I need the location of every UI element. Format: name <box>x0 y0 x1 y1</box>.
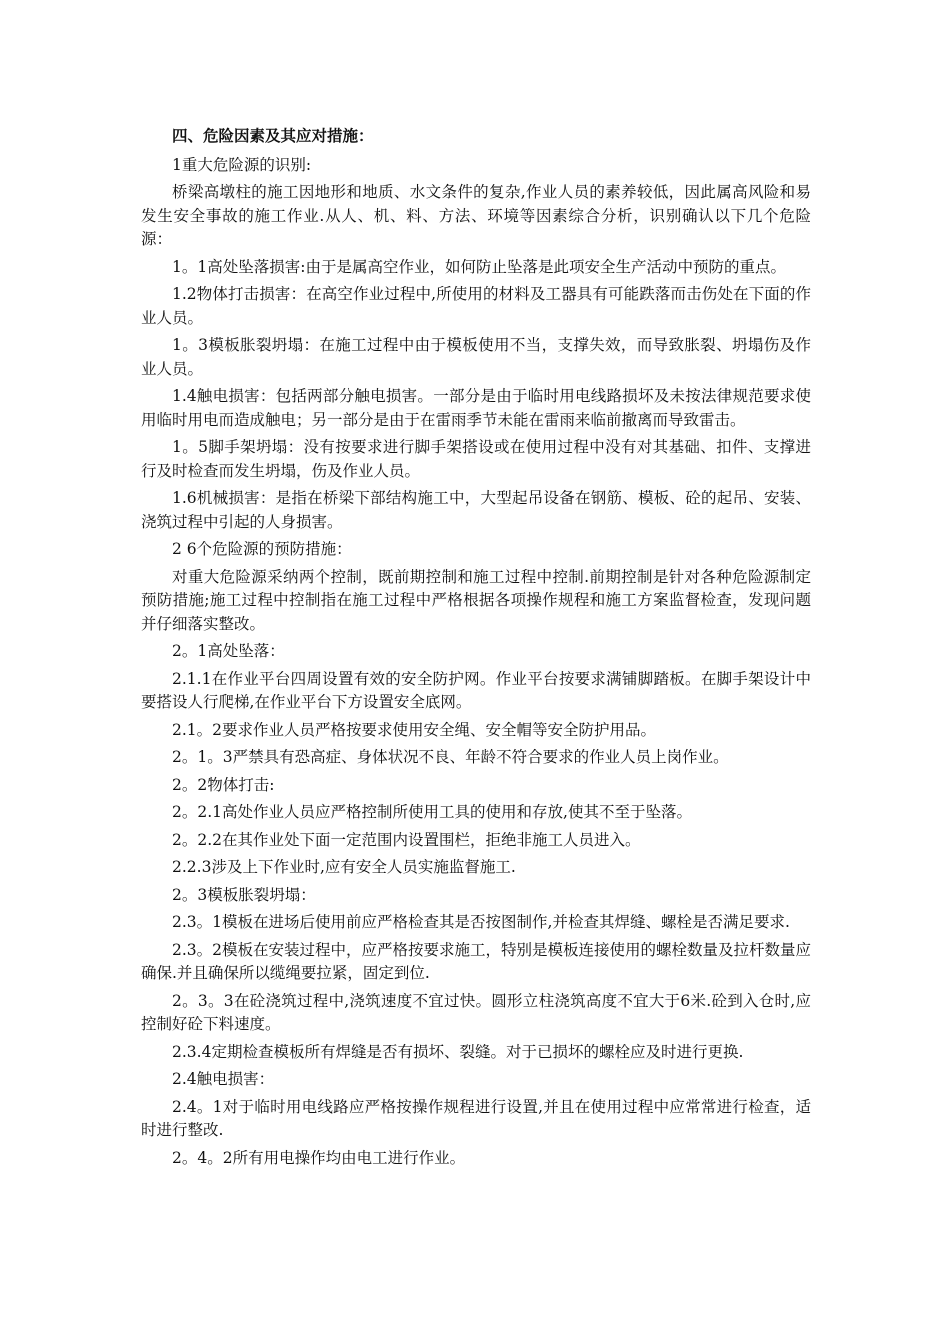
paragraph: 2。2.1高处作业人员应严格控制所使用工具的使用和存放,使其不至于坠落。 <box>172 803 692 821</box>
paragraph: 1重大危险源的识别: <box>172 155 312 174</box>
paragraph: 2.4触电损害： <box>172 1070 275 1088</box>
paragraph: 1.2物体打击损害：在高空作业过程中,所使用的材料及工器具有可能跌落而击伤处在下面的作业人员。 <box>141 285 811 327</box>
paragraph: 2.4。1对于临时用电线路应严格按操作规程进行设置,并且在使用过程中应常常进行检查，适时进行整改. <box>141 1097 811 1139</box>
document-body <box>141 124 811 1174</box>
paragraph: 2.3。2模板在安装过程中，应严格按要求施工，特别是模板连接使用的螺栓数量及拉杆数量应确保.并且确保所以缆绳要拉紧，固定到位. <box>141 940 812 982</box>
paragraph: 2.1。2要求作业人员严格按要求使用安全绳、安全帽等安全防护用品。 <box>172 720 657 739</box>
paragraph: 1.4触电损害：包括两部分触电损害。一部分是由于临时用电线路损坏及未按法律规范要求使用临时用电而造成触电；另一部分是由于在雷雨季节未能在雷雨来临前撤离而导致雷击。 <box>141 387 811 429</box>
paragraph: 2.2.3涉及上下作业时,应有安全人员实施监督施工. <box>172 858 516 876</box>
paragraph: 2.3。1模板在进场后使用前应严格检查其是否按图制作,并检查其焊缝、螺栓是否满足要求. <box>172 913 790 931</box>
paragraph: 1。1高处坠落损害:由于是属高空作业，如何防止坠落是此项安全生产活动中预防的重点。 <box>172 257 786 276</box>
paragraph: 2。3模板胀裂坍塌： <box>172 885 316 904</box>
paragraph: 2.3.4定期检查模板所有焊缝是否有损坏、裂缝。对于已损坏的螺栓应及时进行更换. <box>172 1042 744 1061</box>
paragraph: 2 6个危险源的预防措施： <box>172 540 352 558</box>
paragraph: 2。2.2在其作业处下面一定范围内设置围栏，拒绝非施工人员进入。 <box>172 830 641 849</box>
paragraph: 桥梁高墩柱的施工因地形和地质、水文条件的复杂,作业人员的素养较低，因此属高风险和易发生安全事故的施工作业.从人、机、料、方法、环境等因素综合分析，识别确认以下几个危险源： <box>141 183 811 248</box>
paragraph: 2。3。3在砼浇筑过程中,浇筑速度不宜过快。圆形立柱浇筑高度不宜大于6米.砼到入仓时,应控制好砼下料速度。 <box>141 991 811 1033</box>
paragraph: 2。2物体打击: <box>172 775 275 794</box>
paragraph: 1。5脚手架坍塌：没有按要求进行脚手架搭设或在使用过程中没有对其基础、扣件、支撑进行及时检查而发生坍塌，伤及作业人员。 <box>141 438 811 480</box>
paragraph: 2。4。2所有用电操作均由电工进行作业。 <box>172 1148 466 1167</box>
paragraph: 2。1。3严禁具有恐高症、身体状况不良、年龄不符合要求的作业人员上岗作业。 <box>172 748 729 766</box>
paragraph: 1.6机械损害：是指在桥梁下部结构施工中，大型起吊设备在钢筋、模板、砼的起吊、安装、浇筑过程中引起的人身损害。 <box>141 489 811 531</box>
section-heading: 四、危险因素及其应对措施： <box>172 126 374 145</box>
paragraph: 2.1.1在作业平台四周设置有效的安全防护网。作业平台按要求满铺脚踏板。在脚手架设计中要搭设人行爬梯,在作业平台下方设置安全底网。 <box>141 669 811 711</box>
paragraph: 对重大危险源采纳两个控制，既前期控制和施工过程中控制.前期控制是针对各种危险源制定预防措施;施工过程中控制指在施工过程中严格根据各项操作规程和施工方案监督检查，发现问题并仔细落实整改。 <box>141 567 811 633</box>
paragraph: 2。1高处坠落： <box>172 642 285 660</box>
paragraph: 1。3模板胀裂坍塌：在施工过程中由于模板使用不当，支撑失效，而导致胀裂、坍塌伤及作业人员。 <box>141 336 811 378</box>
